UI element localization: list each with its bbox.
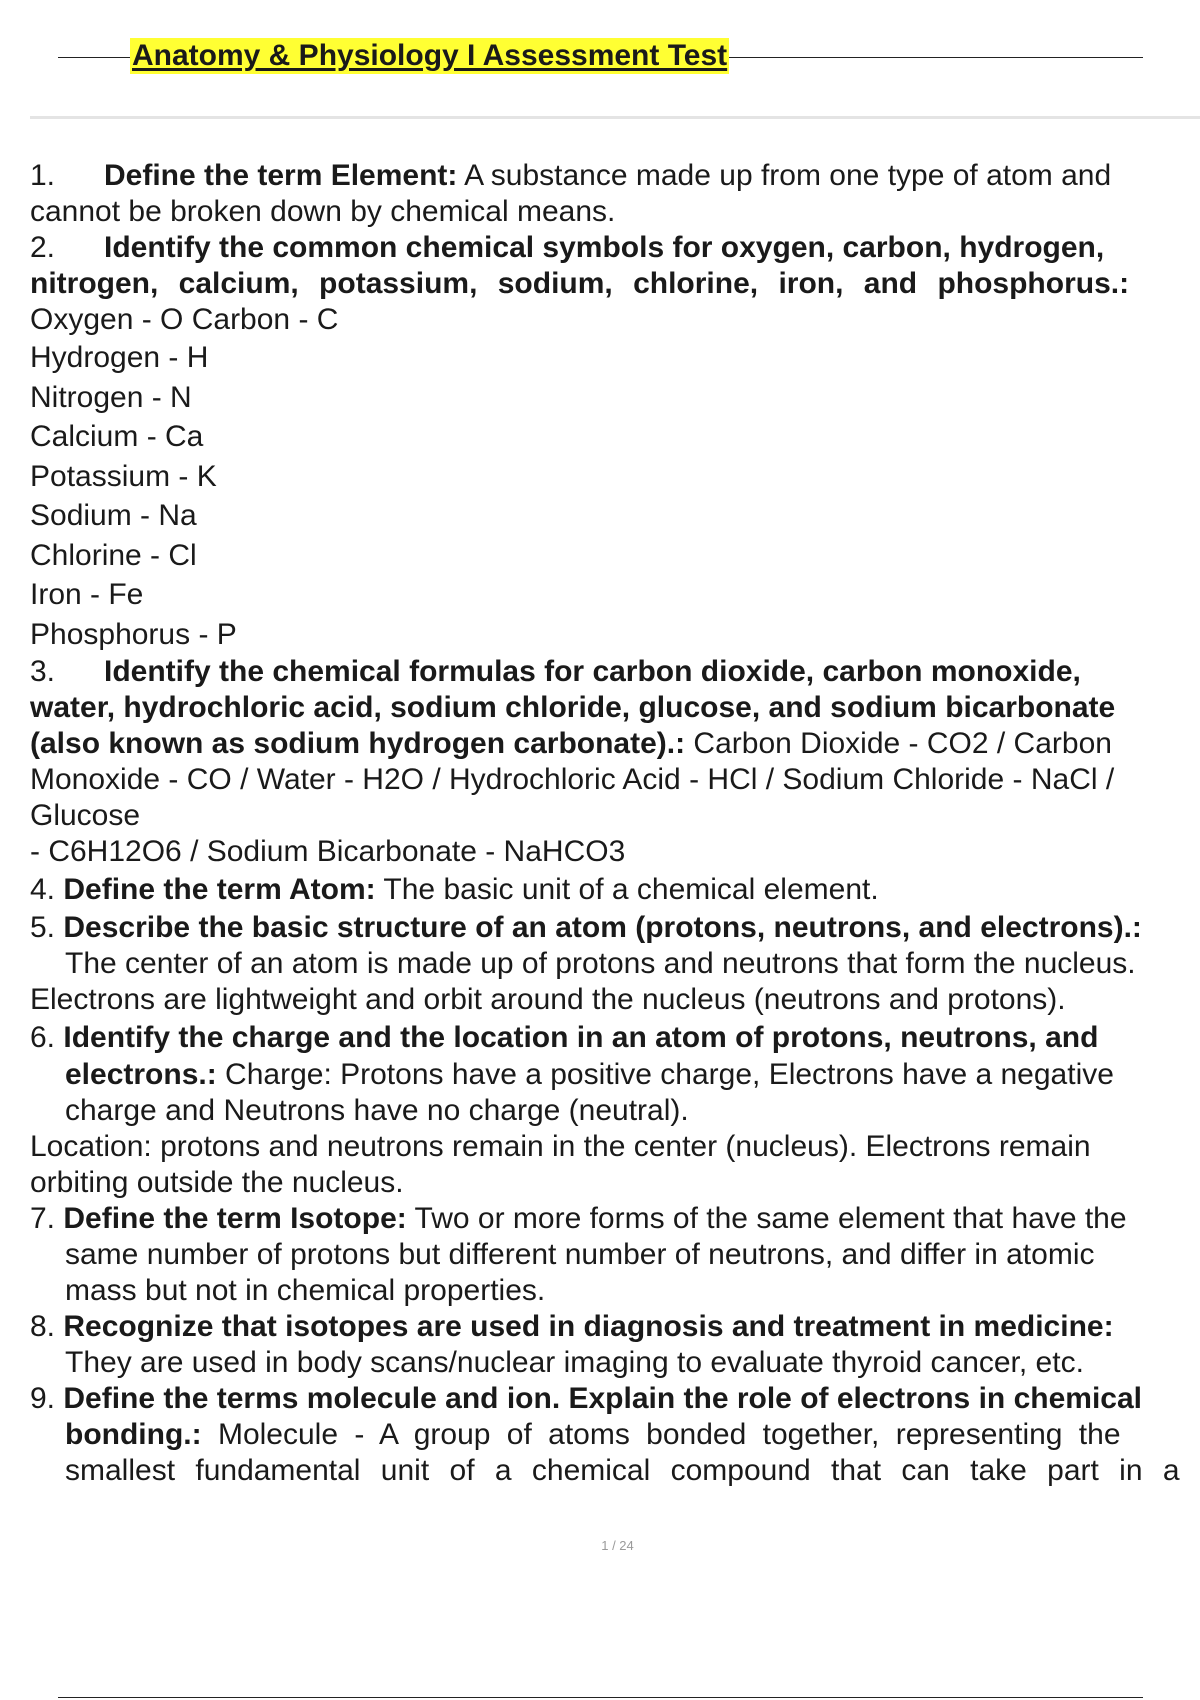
q1-answer-1: A substance made up from one type of atom and <box>457 159 1112 192</box>
q7-line <box>30 1201 1200 1237</box>
q3-line-3 <box>30 726 1200 762</box>
q3-question-3: (also known as sodium hydrogen carbonate).: <box>30 727 686 760</box>
q3-answer-1: Carbon Dioxide - CO2 / Carbon <box>685 727 1112 760</box>
q9-question-1: Define the terms molecule and ion. Explain the role of electrons in chemical <box>63 1382 1142 1415</box>
q2-question-1: Identify the common chemical symbols for oxygen, carbon, hydrogen, <box>104 231 1105 264</box>
q3-question-2 <box>30 690 1200 726</box>
q3-answer-3: Glucose <box>30 799 141 832</box>
q7-answer-2: same number of protons but different number of neutrons, and differ in atomic <box>65 1238 1095 1271</box>
q2-line-1 <box>30 230 1200 266</box>
q6-question-2: electrons.: <box>65 1058 217 1091</box>
q6-answer-3: Location: protons and neutrons remain in the center (nucleus). Electrons remain <box>30 1130 1091 1163</box>
separator-rule <box>30 116 1200 119</box>
q9-answer-1: Molecule - A group of atoms bonded together, representing the <box>201 1418 1121 1451</box>
q4-question: Define the term Atom: <box>63 873 376 906</box>
q2-answer: Phosphorus - P <box>30 617 237 651</box>
q8-answer: They are used in body scans/nuclear imaging to evaluate thyroid cancer, etc. <box>65 1346 1084 1379</box>
q3-answer-4: - C6H12O6 / Sodium Bicarbonate - NaHCO3 <box>30 835 626 868</box>
q4-number: 4. <box>30 873 56 906</box>
q2-question-2-text: nitrogen, calcium, potassium, sodium, chlorine, iron, and phosphorus.: <box>30 267 1130 300</box>
document-body <box>30 158 1200 1489</box>
q1-question: Define the term Element: <box>104 159 458 192</box>
q3-number: 3. <box>30 655 56 688</box>
q9-line <box>30 1381 1200 1417</box>
q3-question-2-text: water, hydrochloric acid, sodium chloride, glucose, and sodium bicarbonate <box>30 691 1116 724</box>
q3-line-1 <box>30 654 1200 690</box>
q2-answer: Oxygen - O Carbon - C <box>30 303 339 336</box>
footer-rule <box>58 1697 1143 1698</box>
q2-answer: Hydrogen - H <box>30 341 209 374</box>
q2-answer: Sodium - Na <box>30 499 197 532</box>
q6-line-2 <box>30 1057 1200 1093</box>
q1-line-1 <box>30 158 1200 194</box>
q2-answer: Calcium - Ca <box>30 420 204 453</box>
q2-answer: Iron - Fe <box>30 578 144 611</box>
page-number: 1 / 24 <box>601 1538 634 1553</box>
q1-number: 1. <box>30 159 56 192</box>
q6-question-1: Identify the charge and the location in an atom of protons, neutrons, and <box>63 1020 1099 1054</box>
q1-answer-2: cannot be broken down by chemical means. <box>30 195 616 228</box>
q7-answer-3: mass but not in chemical properties. <box>65 1274 546 1307</box>
q7-question: Define the term Isotope: <box>63 1202 407 1235</box>
q3-question-1: Identify the chemical formulas for carbon dioxide, carbon monoxide, <box>104 655 1081 688</box>
q2-question-2 <box>30 266 1200 302</box>
q6-line <box>30 1018 1200 1058</box>
q7-number: 7. <box>30 1202 56 1235</box>
q7-answer-1: Two or more forms of the same element that have the <box>406 1202 1127 1235</box>
q6-answer-1: Charge: Protons have a positive charge, Electrons have a negative <box>216 1058 1114 1091</box>
q2-number: 2. <box>30 231 56 264</box>
q2-answer: Chlorine - Cl <box>30 538 197 572</box>
q5-question: Describe the basic structure of an atom (protons, neutrons, and electrons).: <box>63 910 1142 944</box>
q8-question: Recognize that isotopes are used in diagnosis and treatment in medicine: <box>63 1310 1114 1343</box>
q8-number: 8. <box>30 1310 56 1343</box>
q6-number: 6. <box>30 1020 56 1054</box>
q5-answer-1: The center of an atom is made up of protons and neutrons that form the nucleus. <box>65 946 1136 980</box>
q2-answer: Nitrogen - N <box>30 380 192 414</box>
q9-answer-2: smallest fundamental unit of a chemical compound that can take part in a <box>65 1454 1180 1487</box>
q5-number: 5. <box>30 910 56 944</box>
q9-line-2 <box>30 1417 1200 1453</box>
q2-answer: Potassium - K <box>30 459 217 493</box>
q3-answer-2: Monoxide - CO / Water - H2O / Hydrochloric Acid - HCl / Sodium Chloride - NaCl / <box>30 763 1115 796</box>
page-title: Anatomy & Physiology I Assessment Test <box>132 39 728 72</box>
q9-question-2: bonding.: <box>65 1418 202 1451</box>
q6-answer-2: charge and Neutrons have no charge (neutral). <box>65 1094 689 1127</box>
q6-answer-4: orbiting outside the nucleus. <box>30 1166 404 1199</box>
q4-line <box>30 870 1200 910</box>
q4-answer: The basic unit of a chemical element. <box>375 873 879 906</box>
q9-number: 9. <box>30 1382 56 1415</box>
q8-line <box>30 1309 1200 1345</box>
q5-line <box>30 910 1200 946</box>
q5-answer-2: Electrons are lightweight and orbit around the nucleus (neutrons and protons). <box>30 982 1066 1016</box>
